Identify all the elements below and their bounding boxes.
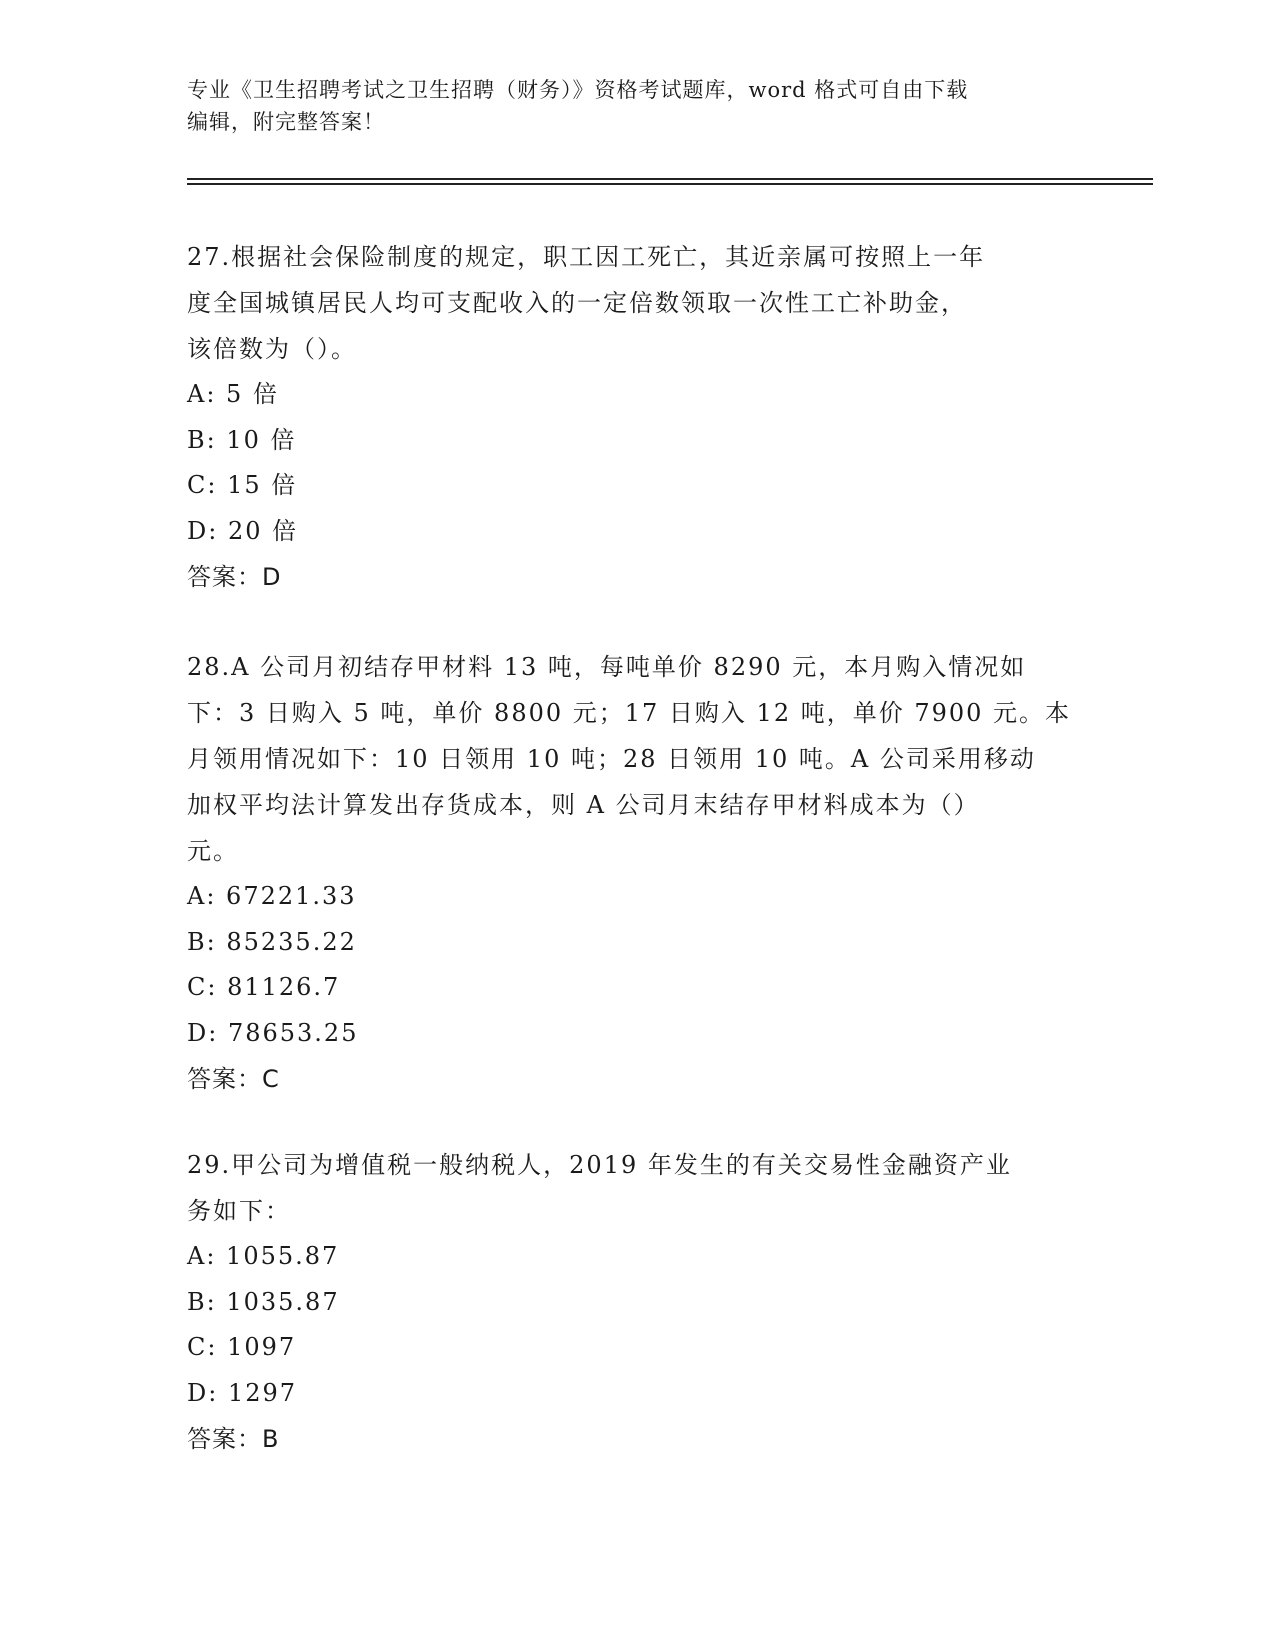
- header-divider-top: [187, 178, 1153, 180]
- option-a: A: 5 倍: [187, 380, 279, 408]
- question-29: [187, 1142, 1087, 1462]
- question-text-line: 月领用情况如下：10 日领用 10 吨；28 日领用 10 吨。A 公司采用移动: [187, 745, 1036, 773]
- answer: 答案：C: [187, 1065, 280, 1093]
- question-text-line: 下：3 日购入 5 吨，单价 8800 元；17 日购入 12 吨，单价 7900 元。本: [187, 699, 1072, 727]
- option-d: D: 78653.25: [187, 1018, 359, 1047]
- question-text-line: 该倍数为（）。: [187, 335, 357, 363]
- question-text-line: 度全国城镇居民人均可支配收入的一定倍数领取一次性工亡补助金，: [187, 289, 967, 317]
- option-b: B: 85235.22: [187, 927, 357, 956]
- option-d: D: 1297: [187, 1378, 298, 1407]
- question-text-line: 28.A 公司月初结存甲材料 13 吨，每吨单价 8290 元，本月购入情况如: [187, 653, 1027, 681]
- option-c: C: 81126.7: [187, 973, 341, 1001]
- question-text-line: 元。: [187, 837, 239, 865]
- header-line-2: 编辑，附完整答案！: [187, 110, 385, 134]
- option-b: B: 1035.87: [187, 1287, 340, 1316]
- option-a: A: 67221.33: [187, 882, 357, 910]
- answer: 答案：D: [187, 563, 282, 591]
- option-b: B: 10 倍: [187, 425, 297, 454]
- option-a: A: 1055.87: [187, 1242, 340, 1270]
- question-27: [187, 234, 1087, 600]
- question-text-line: 29.甲公司为增值税一般纳税人，2019 年发生的有关交易性金融资产业: [187, 1151, 1012, 1179]
- option-c: C: 1097: [187, 1333, 297, 1361]
- header-line-1: 专业《卫生招聘考试之卫生招聘（财务）》资格考试题库，word 格式可自由下载: [187, 78, 969, 102]
- question-28: [187, 644, 1087, 1102]
- option-d: D: 20 倍: [187, 516, 299, 545]
- question-text-line: 加权平均法计算发出存货成本，则 A 公司月末结存甲材料成本为（）: [187, 791, 980, 819]
- document-header: [187, 74, 1067, 138]
- answer: 答案：B: [187, 1425, 280, 1453]
- question-text-line: 务如下：: [187, 1197, 291, 1225]
- option-c: C: 15 倍: [187, 471, 298, 499]
- question-text-line: 27.根据社会保险制度的规定，职工因工死亡，其近亲属可按照上一年: [187, 243, 986, 271]
- header-divider-bottom: [187, 183, 1153, 185]
